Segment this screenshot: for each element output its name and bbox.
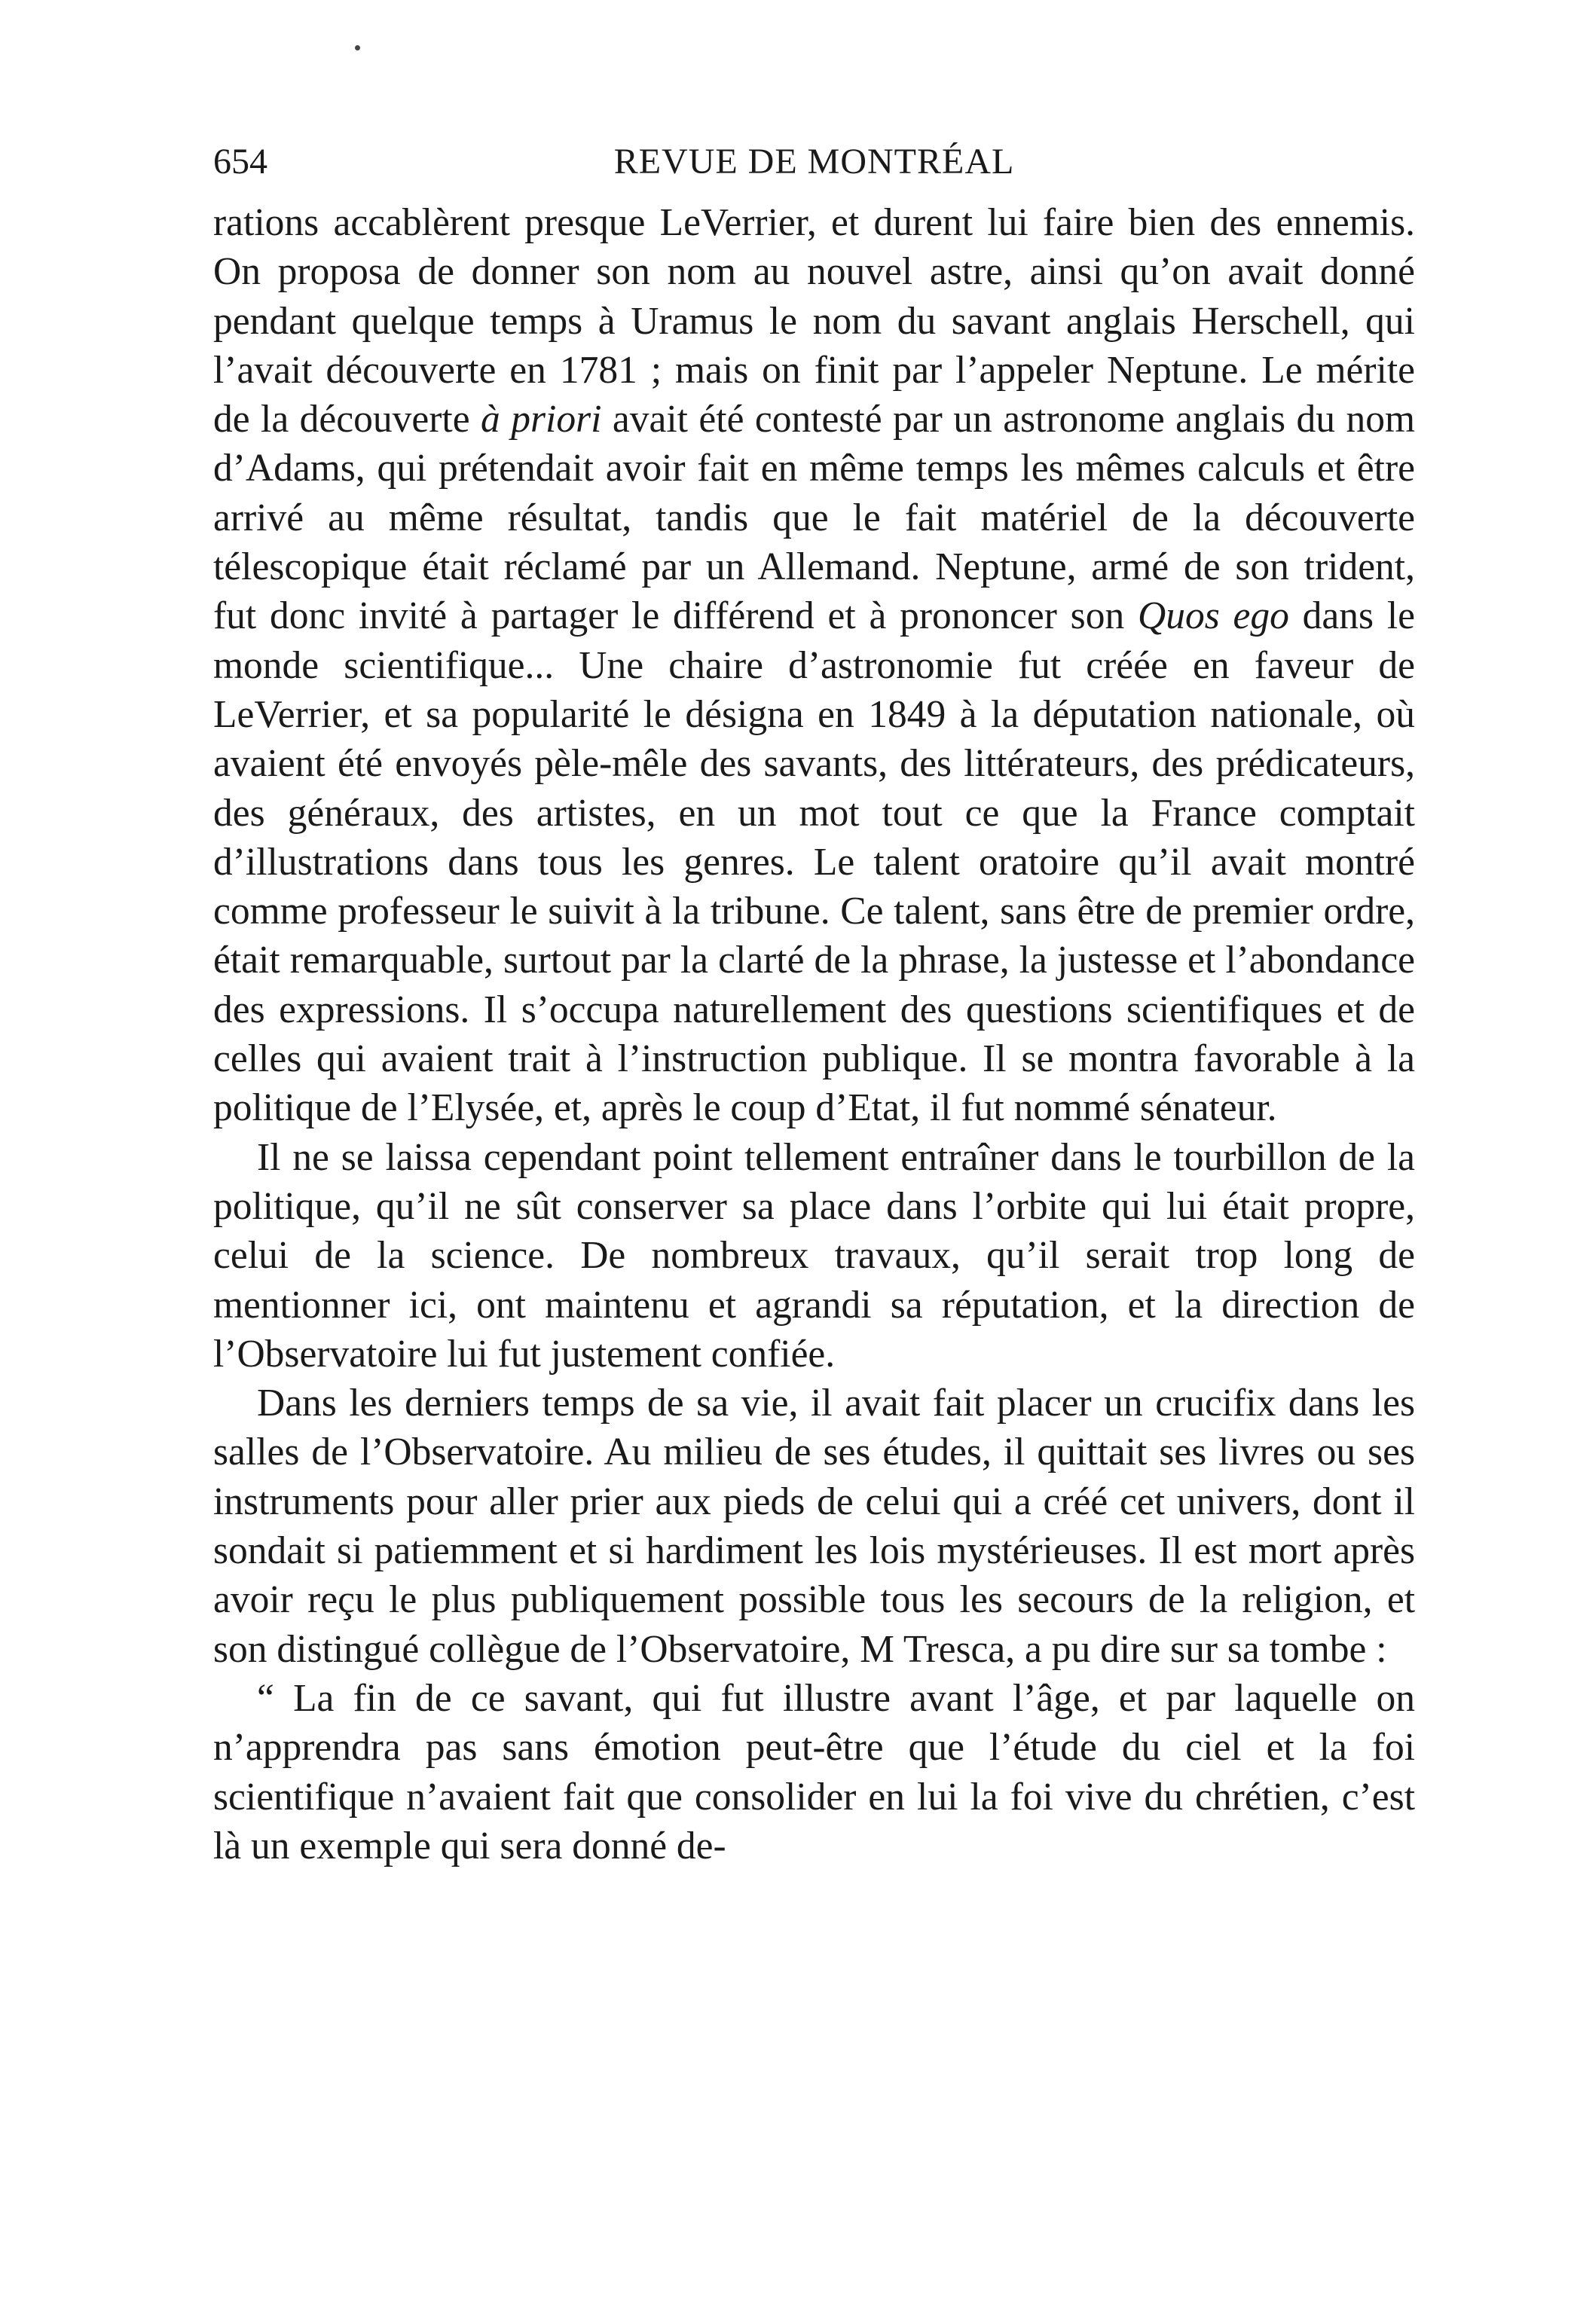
paragraph <box>213 198 1415 1133</box>
text-segment: Il ne se laissa cependant point tellement entraîner dans le tourbillon de la politique, qu’il ne sût conserver sa place dans l’orbite qui lui était propre, celui de la science. De nombreux travaux, qu’il serait trop long de mentionner ici, ont maintenu et agrandi sa réputation, et la direction de l’Observatoire lui fut justement confiée. <box>213 1135 1415 1376</box>
page-number: 654 <box>213 142 267 182</box>
text-segment: Dans les derniers temps de sa vie, il avait fait placer un crucifix dans les salles de l’Observatoire. Au milieu de ses études, il quittait ses livres ou ses instruments pour aller prier aux pieds de celui qui a créé cet univers, dont il sondait si patiemment et si hardiment les lois mystérieuses. Il est mort après avoir reçu le plus publiquement possible tous les secours de la religion, et son distingué collègue de l’Observatoire, M Tresca, a pu dire sur sa tombe : <box>213 1382 1415 1671</box>
page-header <box>213 139 1415 185</box>
text-segment: avait été contesté par un astronome anglais du nom d’Adams, qui prétendait avoir fait en même temps les mêmes calculs et être arrivé au même résultat, tandis que le fait matériel de la découverte télescopique était réclamé par un Allemand. Neptune, armé de son trident, fut donc invité à partager le différend et à prononcer son <box>213 398 1416 638</box>
text-segment: rations accablèrent presque LeVerrier, et durent lui faire bien des ennemis. On proposa de donner son nom au nouvel astre, ainsi qu’on avait donné pendant quelque temps à Uramus le nom du savant anglais Herschell, qui l’avait découverte en 1781 ; mais on finit par l’appeler Neptune. Le mérite de la découverte <box>213 201 1415 441</box>
text-segment: dans le monde scientifique... Une chaire d’astronomie fut créée en faveur de LeVerrier, et sa popularité le désigna en 1849 à la députation nationale, où avaient été envoyés pèle-mêle des savants, des littérateurs, des prédicateurs, des généraux, des artistes, en un mot tout ce que la France comptait d’illustrations dans tous les genres. Le talent oratoire qu’il avait montré comme professeur le suivit à la tribune. Ce talent, sans être de premier ordre, était remarquable, surtout par la clarté de la phrase, la justesse et l’abondance des expressions. Il s’occupa naturellement des questions scientifiques et de celles qui avaient trait à l’instruction publique. Il se montra favorable à la politique de l’Elysée, et, après le coup d’Etat, il fut nommé sénateur. <box>213 594 1415 1130</box>
running-title: REVUE DE MONTRÉAL <box>613 142 1015 182</box>
quote-paragraph <box>213 1674 1415 1870</box>
text-segment: “ La fin de ce savant, qui fut illustre avant l’âge, et par laquelle on n’apprendra pas sans émotion peut-être que l’étude du ciel et la foi scientifique n’avaient fait que consolider en lui la foi vive du chrétien, c’est là un exemple qui sera donné de- <box>213 1676 1415 1867</box>
body-text <box>213 198 1415 1870</box>
italic-segment: Quos ego <box>1138 594 1289 638</box>
italic-segment: à priori <box>481 398 602 441</box>
paragraph <box>213 1133 1415 1379</box>
paragraph <box>213 1379 1415 1674</box>
book-page <box>213 139 1415 2294</box>
ink-speck <box>355 45 360 50</box>
